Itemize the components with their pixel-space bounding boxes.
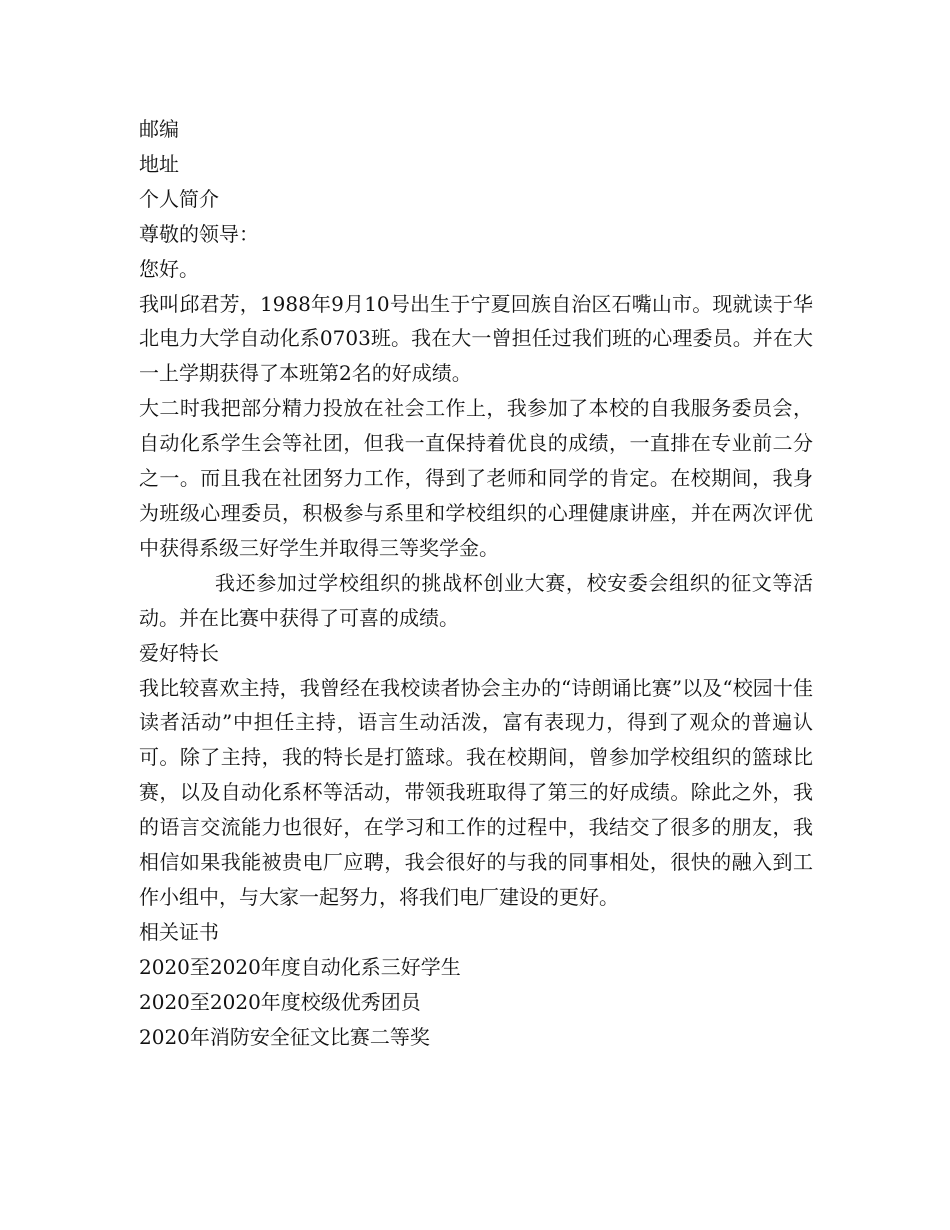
hobbies-paragraph: 我比较喜欢主持，我曾经在我校读者协会主办的“诗朗诵比赛”以及“校园十佳读者活动”中担任主持，语言生动活泼，富有表现力，得到了观众的普遍认可。除了主持，我的特长是打篮球。我在校期间，曾参加学校组织的篮球比赛，以及自动化系杯等活动，带领我班取得了第三的好成绩。除此之外，我的语言交流能力也很好，在学习和工作的过程中，我结交了很多的朋友，我相信如果我能被贵电厂应聘，我会很好的与我的同事相处，很快的融入到工作小组中，与大家一起努力，将我们电厂建设的更好。 [139, 675, 813, 909]
address-label: 地址 [139, 151, 179, 176]
competition-paragraph: 我还参加过学校组织的挑战杯创业大赛，校安委会组织的征文等活动。并在比赛中获得了可喜的成绩。 [139, 570, 813, 630]
resume-document [139, 112, 813, 1054]
postcode-label: 邮编 [139, 117, 179, 141]
profile-heading: 个人简介 [139, 186, 219, 211]
salutation: 尊敬的领导： [139, 221, 259, 246]
intro-paragraph: 我叫邱君芳，1988年9月10号出生于宁夏回族自治区石嘴山市。现就读于华北电力大学自动化系0703班。我在大一曾担任过我们班的心理委员。并在大一上学期获得了本班第2名的好成绩。 [139, 291, 813, 386]
hobbies-heading: 爱好特长 [139, 640, 219, 665]
certificate-item: 2020至2020年度校级优秀团员 [139, 989, 421, 1014]
certificate-item: 2020至2020年度自动化系三好学生 [139, 954, 461, 979]
social-work-paragraph: 大二时我把部分精力投放在社会工作上，我参加了本校的自我服务委员会，自动化系学生会等社团，但我一直保持着优良的成绩，一直排在专业前二分之一。而且我在社团努力工作，得到了老师和同学的肯定。在校期间，我身为班级心理委员，积极参与系里和学校组织的心理健康讲座，并在两次评优中获得系级三好学生并取得三等奖学金。 [139, 396, 813, 560]
greeting: 您好。 [139, 256, 199, 281]
certificate-item: 2020年消防安全征文比赛二等奖 [139, 1024, 430, 1049]
certificates-heading: 相关证书 [139, 919, 219, 944]
